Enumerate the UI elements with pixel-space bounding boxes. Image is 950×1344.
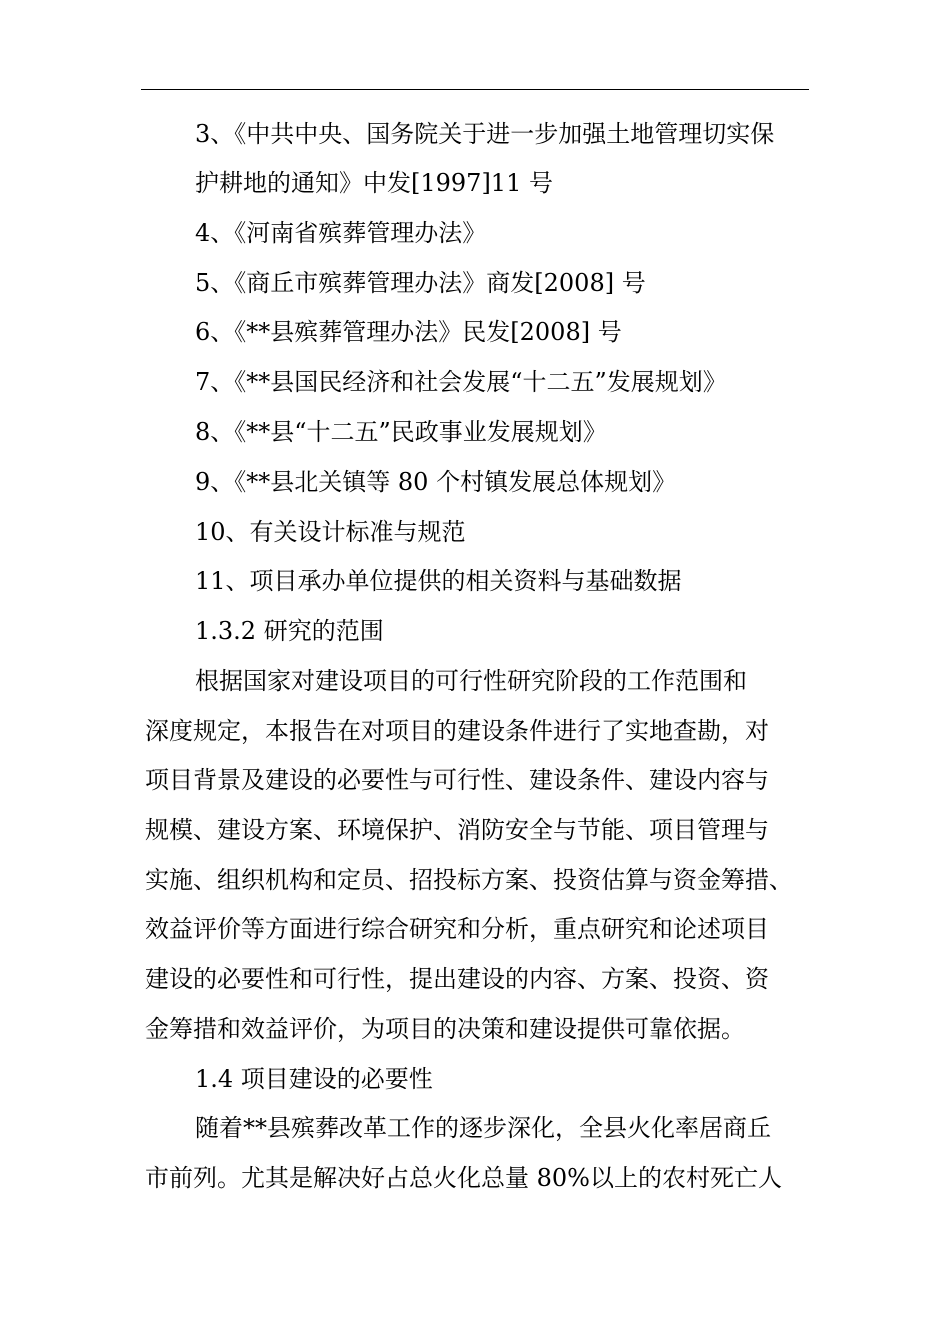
paragraph-scope-line-8: 金筹措和效益评价，为项目的决策和建设提供可靠依据。 — [145, 1015, 745, 1043]
reference-item-6: 6、《**县殡葬管理办法》民发[2008] 号 — [195, 318, 622, 346]
paragraph-scope-line-6: 效益评价等方面进行综合研究和分析，重点研究和论述项目 — [145, 915, 769, 943]
paragraph-necessity-line-1: 随着**县殡葬改革工作的逐步深化，全县火化率居商丘 — [195, 1114, 771, 1142]
reference-item-5: 5、《商丘市殡葬管理办法》商发[2008] 号 — [195, 269, 646, 297]
paragraph-necessity-line-2: 市前列。尤其是解决好占总火化总量 80%以上的农村死亡人 — [145, 1164, 782, 1192]
reference-item-7: 7、《**县国民经济和社会发展“十二五”发展规划》 — [195, 368, 727, 396]
paragraph-scope-line-7: 建设的必要性和可行性，提出建设的内容、方案、投资、资 — [145, 965, 769, 993]
reference-item-9: 9、《**县北关镇等 80 个村镇发展总体规划》 — [195, 468, 677, 496]
section-heading-1-3-2: 1.3.2 研究的范围 — [195, 617, 384, 645]
reference-item-10: 10、有关设计标准与规范 — [195, 518, 466, 546]
reference-item-3-line-1: 3、《中共中央、国务院关于进一步加强土地管理切实保 — [195, 120, 775, 148]
reference-item-8: 8、《**县“十二五”民政事业发展规划》 — [195, 418, 607, 446]
reference-item-11: 11、项目承办单位提供的相关资料与基础数据 — [195, 567, 682, 595]
reference-item-3-line-2: 护耕地的通知》中发[1997]11 号 — [195, 169, 553, 197]
paragraph-scope-line-4: 规模、建设方案、环境保护、消防安全与节能、项目管理与 — [145, 816, 769, 844]
section-heading-1-4: 1.4 项目建设的必要性 — [195, 1065, 433, 1093]
paragraph-scope-line-2: 深度规定，本报告在对项目的建设条件进行了实地查勘，对 — [145, 717, 769, 745]
reference-item-4: 4、《河南省殡葬管理办法》 — [195, 219, 487, 247]
paragraph-scope-line-5: 实施、组织机构和定员、招投标方案、投资估算与资金筹措、 — [145, 866, 793, 894]
paragraph-scope-line-1: 根据国家对建设项目的可行性研究阶段的工作范围和 — [195, 667, 747, 695]
header-rule — [141, 89, 809, 90]
paragraph-scope-line-3: 项目背景及建设的必要性与可行性、建设条件、建设内容与 — [145, 766, 769, 794]
